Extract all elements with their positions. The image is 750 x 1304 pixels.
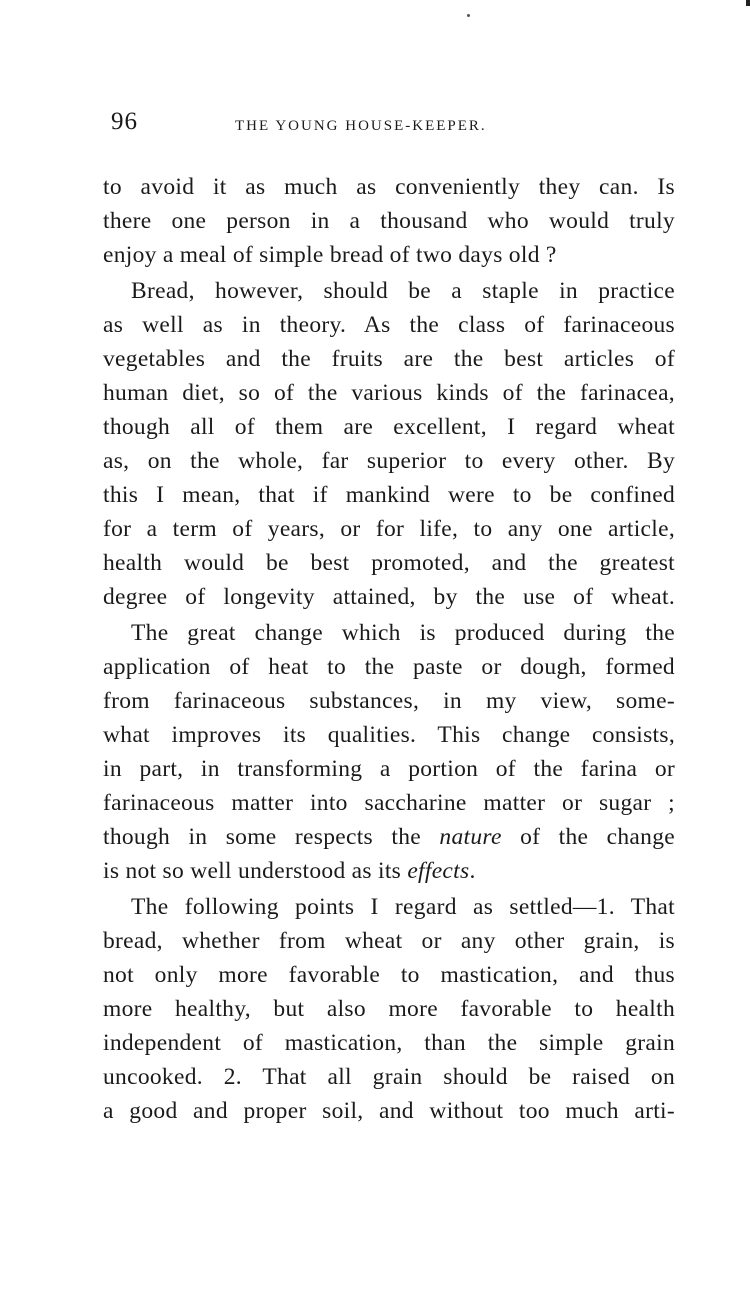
- text-segment: though in some respects the: [103, 824, 421, 850]
- text-line: to avoid it as much as conveniently they can. Is: [103, 174, 675, 200]
- text-line: enjoy a meal of simple bread of two days old ?: [103, 242, 557, 268]
- paragraph-2: [103, 274, 675, 614]
- body-text: [103, 170, 675, 1128]
- text-line: [103, 820, 675, 854]
- text-line: as, on the whole, far superior to every other. By: [103, 448, 675, 474]
- text-line: health would be best promoted, and the greatest: [103, 550, 675, 576]
- text-line: though all of them are excellent, I regard wheat: [103, 414, 675, 440]
- text-line: for a term of years, or for life, to any one article,: [103, 516, 675, 542]
- paragraph-4: [103, 890, 675, 1128]
- running-title: THE YOUNG HOUSE-KEEPER.: [235, 118, 487, 134]
- text-line: more healthy, but also more favorable to health: [103, 996, 675, 1022]
- text-line: this I mean, that if mankind were to be confined: [103, 482, 675, 508]
- stray-ink-dot: [467, 14, 470, 17]
- page-number: 96: [111, 108, 138, 135]
- text-line: application of heat to the paste or dough, formed: [103, 654, 675, 680]
- running-head: [103, 108, 675, 148]
- text-line: farinaceous matter into saccharine matter or sugar ;: [103, 790, 675, 816]
- corner-ink-mark: [746, 0, 750, 6]
- text-segment: .: [469, 858, 476, 884]
- book-page: [103, 108, 675, 1128]
- paragraph-1: [103, 170, 675, 272]
- italic-word: nature: [439, 824, 502, 850]
- text-line: not only more favorable to mastication, and thus: [103, 962, 675, 988]
- text-line: vegetables and the fruits are the best articles of: [103, 346, 675, 372]
- text-segment: is not so well understood as its: [103, 858, 402, 884]
- text-line: from farinaceous substances, in my view, some-: [103, 688, 675, 714]
- text-line: as well as in theory. As the class of farinaceous: [103, 312, 675, 338]
- text-line: there one person in a thousand who would truly: [103, 208, 675, 234]
- text-line: a good and proper soil, and without too much arti-: [103, 1098, 675, 1124]
- text-line: [103, 854, 675, 888]
- text-segment: of the change: [520, 824, 675, 850]
- text-line: independent of mastication, than the simple grain: [103, 1030, 675, 1056]
- text-line: uncooked. 2. That all grain should be raised on: [103, 1064, 675, 1090]
- italic-word: effects: [407, 858, 470, 884]
- text-line: Bread, however, should be a staple in practice: [131, 278, 675, 304]
- text-line: in part, in transforming a portion of the farina or: [103, 756, 675, 782]
- text-line: degree of longevity attained, by the use of wheat.: [103, 584, 675, 610]
- text-line: what improves its qualities. This change consists,: [103, 722, 675, 748]
- text-line: bread, whether from wheat or any other grain, is: [103, 928, 675, 954]
- text-line: The following points I regard as settled—1. That: [131, 894, 675, 920]
- paragraph-3: [103, 616, 675, 888]
- text-line: human diet, so of the various kinds of the farinacea,: [103, 380, 675, 406]
- text-line: The great change which is produced during the: [131, 620, 675, 646]
